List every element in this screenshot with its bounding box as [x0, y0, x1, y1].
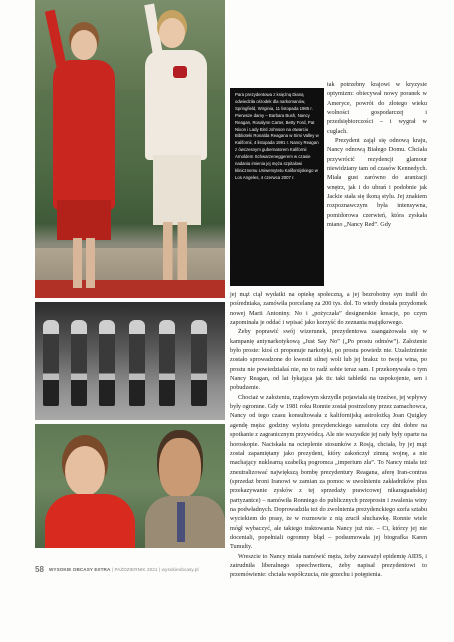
- figure-red-coat: [53, 60, 115, 210]
- paragraph: Żeby poprawić swój wizerunek, prezydentowa zaangażowała się w kampanię antynarkotykową „Just Say No” („Po prostu odmów”). Założenie było proste: ktoś ci proponuje narkotyki, po prostu powiedz nie. Uzależnienie zostało sprowadzone do kwestii silnej woli lub jej braku: to twoja wina, po prostu nie powiedziałaś nie, no to radź sobie teraz sam. I przekonywała o tym Nancy Reagan, od lat łykająca jak tic taki tabletki na uspokojenie, sen i pobudzenie.: [230, 328, 427, 392]
- issue-date: PAŹDZIERNIK 2021: [114, 567, 158, 572]
- website-link: wysokieobcasy.pl: [161, 567, 199, 572]
- figure-red-bow: [173, 66, 187, 78]
- photo-caption: Para prezydentowa z księżną Dianą odwiedziła ośrodek dla narkomanów, Springfield, Wirginia, 11 listopada 1985 r. Pierwsze damy – Barbara Bush, Nancy Reagan, Rosalynn Carter, Betty Ford, Pat Nixon i Lady Bird Johnson na otwarciu Biblioteki Ronalda Reagana w Simi Valley w Kalifornii, 4 listopada 1991 r. Nancy Reagan z ówczesnym gubernatorem Kalifornii Arnoldem Schwarzeneggerem w czasie nadania imienia jej męża szpitalowi klinicznemu Uniwersytetu Kalifornijskiego w Los Angeles, 4 czerwca 2007 r.: [230, 88, 324, 286]
- paragraph: tak potrzebny krajowi w kryzysie optymizm: obiecywał nowy poranek w Ameryce, powrót do złotego wieku wolności gospodarczej i przedsiębiorczości – i wygrał w cuglach.: [327, 81, 427, 135]
- running-footer: WYSOKIE OBCASY EXTRA | PAŹDZIERNIK 2021 | wysokieobcasy.pl: [49, 567, 199, 572]
- figure: [191, 320, 207, 406]
- figure: [129, 320, 145, 406]
- page-footer: [35, 565, 430, 575]
- paragraph: jej mąż ciął wydatki na opiekę społeczną, a jej bezrobotny syn trafił do pośredniaka, zamówiła porcelanę za 200 tys. dol. To wtedy dostała przydomek nowej Marii Antoniny. No i „pożyczała” designerskie kreacje, po czym zapominała je oddać i wpisać jako korzyść do zeznania majątkowego.: [230, 291, 427, 327]
- figure-head: [71, 30, 97, 60]
- figure-head: [65, 446, 105, 496]
- figure: [159, 320, 175, 406]
- figure: [43, 320, 59, 406]
- figure-head: [159, 438, 201, 498]
- figure-suit: [145, 496, 225, 548]
- photo-red-carpet: [35, 280, 225, 298]
- figure-red-jacket: [45, 494, 135, 548]
- figure: [99, 320, 115, 406]
- paragraph: Wreszcie to Nancy miała namówić męża, żeby zauważył epidemię AIDS, i zatrudniła liberalnego speechwritera, żeby napisał prezydentowi to przemówienie: chciała współczucia, nie grzechu i potępienia.: [230, 552, 427, 579]
- page-number: 58: [35, 565, 44, 574]
- figure-skirt: [57, 200, 111, 240]
- figure: [71, 320, 87, 406]
- figure-legs: [73, 238, 95, 288]
- photo-nancy-reagan-arnold-schwarzenegger: [35, 424, 225, 548]
- figure-legs: [163, 222, 187, 280]
- photo-nancy-reagan-princess-diana: [35, 0, 225, 298]
- paragraph: Prezydent zajął się odnową kraju, Nancy odnową Białego Domu. Chciała przywrócić rezydencji glamour niewidziany tam od czasów Kennedych. Miała gust zarówno do aranżacji wnętrz, jak i do ubrań i podobnie jak Jackie stała się ikoną stylu. Jej znakiem rozpoznawczym była intensywna, pomidorowa czerwień, która zyskała miano „Nancy Red”. Gdy: [327, 137, 427, 229]
- article-text-main: [230, 290, 427, 580]
- figure-head: [159, 18, 185, 48]
- magazine-name: WYSOKIE OBCASY EXTRA: [49, 567, 111, 572]
- figure-skirt: [153, 155, 201, 225]
- photo-first-ladies: [35, 302, 225, 420]
- article-text-column-top: [327, 80, 427, 230]
- figure-tie: [177, 502, 185, 542]
- paragraph: Chociaż w założeniu, rządowym skrzydle pojawiała się trzeźwe, jej wpływy były ogromne. Gdy w 1981 roku Ronnie został postrzelony przez zamachowca, Nancy od tego czasu konsultowała z kalifornijską astrolożką Joan Quigley agendę męża: godziny wylotu prezydenckiego samolotu czy dni dobre na spotkanie z zagranicznym przywódcą. Ale nie wszystkie jej rady były oparte na horoskopie. Naciskała na ocieplenie stosunków z Rosją, chciała, by jej mąż został zapamiętany jako prezydent, który zakończył zimną wojnę, a nie machający nuklearną szabelką pogromca „imperium zła”. To Nancy miała też zneutralizować największą bombę prezydentury Reagana, aferę Iran-contras (sprzedaż broni Iranowi w zamian za pomoc w uwolnieniu zakładników plus przekazywanie zysków z tej sprzedaży prawicowej nikaraguańskiej partyzantce) – namówiła Ronniego do publicznych przeprosin i zwalenia winy na podwładnych. Doprowadziła też do zwolnienia prezydenckiego szefa sztabu wyciekiem do prasy, że w rozmowie z nią zrucił słuchawkę. Ronnie wiele mógł wybaczyć, ale takiego traktowania Nancy już nie. – Ci, którzy jej nie doceniali, popełniali ogromny błąd – podsumowała jej biografka Karen Tumulty.: [230, 393, 427, 551]
